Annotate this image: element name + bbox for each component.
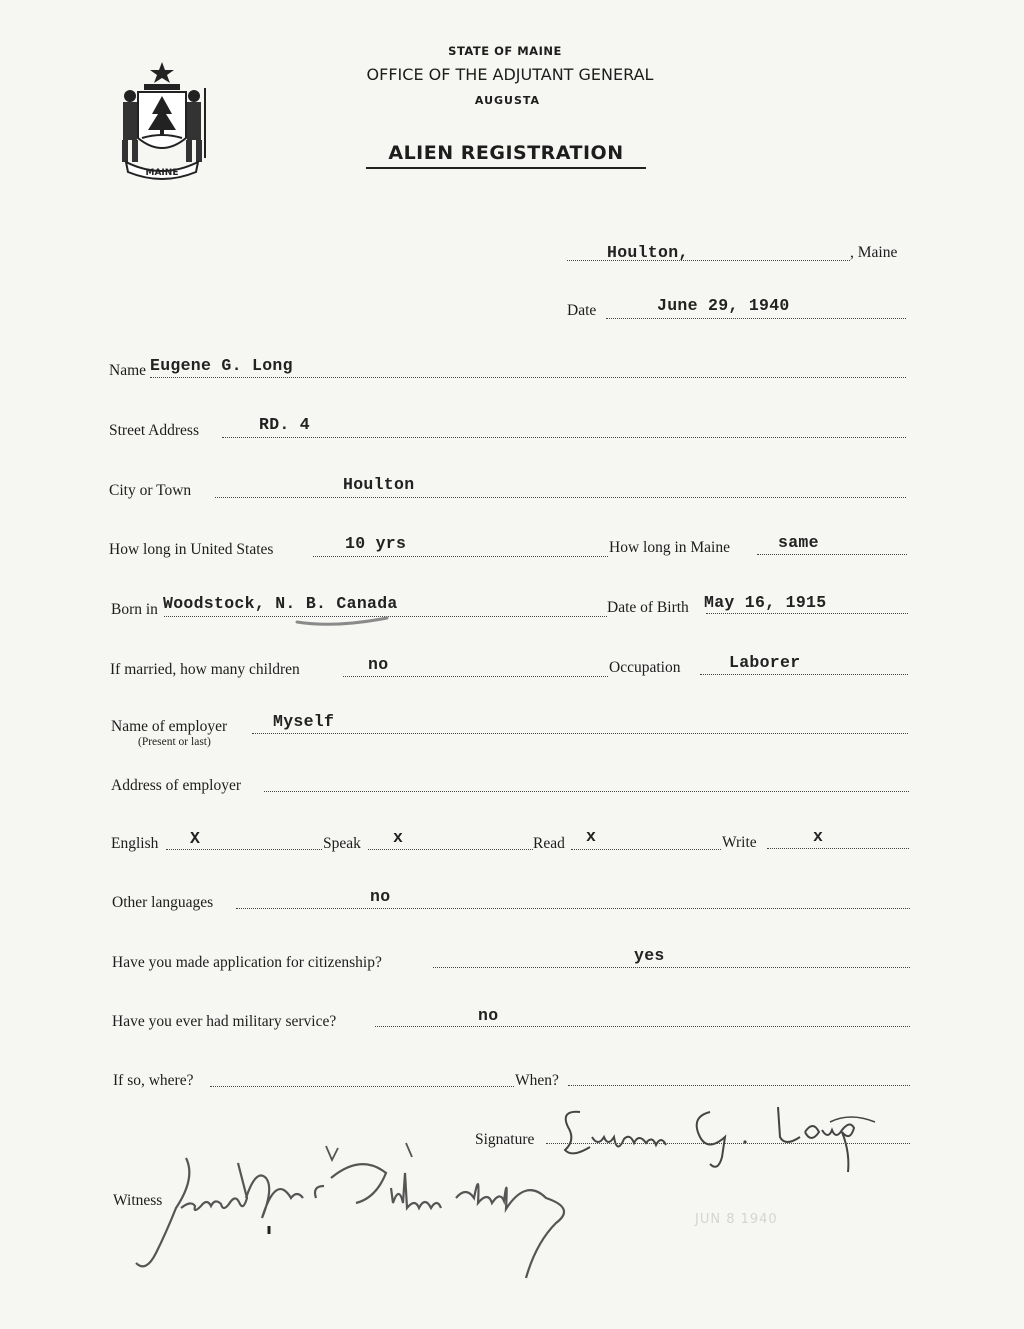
- when-line: [568, 1085, 910, 1086]
- born-in-label: Born in: [111, 601, 158, 618]
- how-long-us-label: How long in United States: [109, 541, 274, 558]
- signature-label: Signature: [475, 1131, 535, 1148]
- witness-label: Witness: [113, 1192, 163, 1209]
- read-value: x: [586, 827, 597, 846]
- write-line: [767, 848, 909, 849]
- children-label: If married, how many children: [110, 661, 300, 678]
- date-of-birth-line: [706, 613, 908, 614]
- how-long-maine-line: [757, 554, 907, 555]
- children-value: no: [368, 655, 389, 674]
- other-languages-label: Other languages: [112, 894, 214, 911]
- occupation-line: [700, 674, 908, 675]
- employer-label: Name of employer: [111, 718, 228, 735]
- city-line: [215, 497, 906, 498]
- occupation-value: Laborer: [729, 653, 801, 672]
- city-label: City or Town: [109, 482, 192, 499]
- occupation-label: Occupation: [609, 659, 681, 676]
- header-city: AUGUSTA: [474, 94, 541, 107]
- where-label: If so, where?: [113, 1072, 194, 1089]
- how-long-maine-value: same: [778, 533, 819, 552]
- date-line: [606, 318, 906, 319]
- when-label: When?: [515, 1072, 559, 1089]
- born-in-value: Woodstock, N. B. Canada: [163, 594, 398, 613]
- military-value: no: [478, 1006, 499, 1025]
- citizenship-line: [433, 967, 910, 968]
- employer-value: Myself: [273, 712, 335, 731]
- military-label: Have you ever had military service?: [112, 1013, 337, 1030]
- write-value: x: [813, 827, 824, 846]
- other-languages-line: [236, 908, 910, 909]
- place-value: Houlton,: [607, 243, 689, 262]
- other-languages-value: no: [370, 887, 391, 906]
- english-label: English: [111, 835, 159, 852]
- date-label: Date: [567, 302, 597, 319]
- read-line: [571, 849, 721, 850]
- received-stamp: JUN 8 1940: [695, 1212, 778, 1227]
- header-office: OFFICE OF THE ADJUTANT GENERAL: [366, 65, 654, 84]
- where-line: [210, 1086, 514, 1087]
- city-value: Houlton: [343, 475, 415, 494]
- seal-banner-text: MAINE: [145, 168, 179, 178]
- date-of-birth-value: May 16, 1915: [704, 593, 827, 612]
- military-line: [375, 1026, 910, 1027]
- date-value: June 29, 1940: [657, 296, 790, 315]
- citizenship-label: Have you made application for citizenship?: [112, 954, 382, 971]
- street-value: RD. 4: [259, 415, 311, 434]
- employer-address-line: [264, 791, 909, 792]
- how-long-us-line: [313, 556, 608, 557]
- title-underline: [366, 167, 646, 169]
- english-line: [166, 849, 322, 850]
- speak-line: [368, 849, 533, 850]
- witness-signature: [126, 1138, 606, 1293]
- write-label: Write: [722, 834, 757, 851]
- employer-line: [252, 733, 908, 734]
- speak-label: Speak: [323, 835, 361, 852]
- maine-suffix: , Maine: [850, 244, 898, 261]
- date-of-birth-label: Date of Birth: [607, 599, 689, 616]
- street-line: [222, 437, 906, 438]
- how-long-us-value: 10 yrs: [345, 534, 407, 553]
- name-line: [150, 377, 906, 378]
- pencil-underline: [295, 612, 395, 628]
- speak-value: x: [393, 828, 404, 847]
- english-value: X: [190, 829, 201, 848]
- read-label: Read: [533, 835, 565, 852]
- form-title: ALIEN REGISTRATION: [388, 142, 624, 164]
- name-label: Name: [109, 362, 147, 379]
- employer-address-label: Address of employer: [111, 777, 241, 794]
- street-label: Street Address: [109, 422, 199, 439]
- how-long-maine-label: How long in Maine: [609, 539, 730, 556]
- children-line: [343, 676, 608, 677]
- state-of-maine-seal: [108, 58, 216, 183]
- header-state: STATE OF MAINE: [448, 44, 562, 58]
- employer-note: (Present or last): [138, 736, 211, 748]
- citizenship-value: yes: [634, 946, 665, 965]
- name-value: Eugene G. Long: [150, 356, 293, 375]
